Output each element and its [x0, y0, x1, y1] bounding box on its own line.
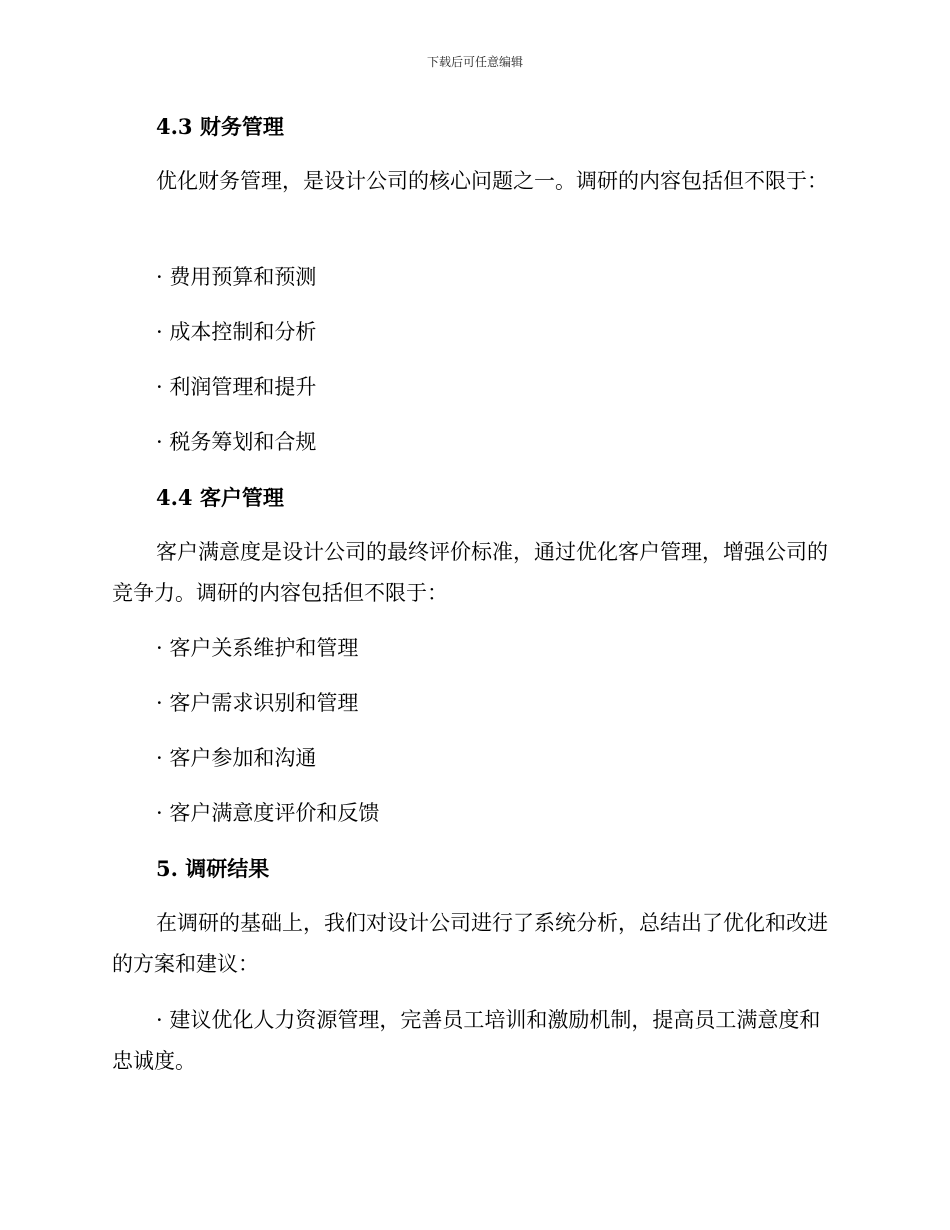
list-item: · 建议优化人力资源管理，完善员工培训和激励机制，提高员工满意度和忠诚度。	[112, 1008, 821, 1073]
list-item: · 客户满意度评价和反馈	[156, 801, 380, 825]
list-item: · 税务筹划和合规	[156, 430, 317, 454]
section-intro-5: 在调研的基础上，我们对设计公司进行了系统分析，总结出了优化和改进的方案和建议：	[112, 911, 828, 976]
list-item: · 客户参加和沟通	[156, 746, 317, 770]
list-item: · 客户关系维护和管理	[156, 636, 359, 660]
section-intro-4-4: 客户满意度是设计公司的最终评价标准，通过优化客户管理，增强公司的竞争力。调研的内容包括但不限于：	[112, 540, 828, 605]
list-item: · 客户需求识别和管理	[156, 691, 359, 715]
section-intro-4-3: 优化财务管理，是设计公司的核心问题之一。调研的内容包括但不限于：	[156, 169, 828, 193]
list-item: · 利润管理和提升	[156, 375, 317, 399]
section-heading-4-3: 4.3 财务管理	[156, 114, 284, 139]
section-heading-4-4: 4.4 客户管理	[156, 485, 284, 510]
list-item: · 成本控制和分析	[156, 320, 317, 344]
list-item: · 费用预算和预测	[156, 265, 317, 289]
section-heading-5: 5. 调研结果	[156, 856, 270, 881]
page-header: 下载后可任意编辑	[426, 55, 523, 69]
